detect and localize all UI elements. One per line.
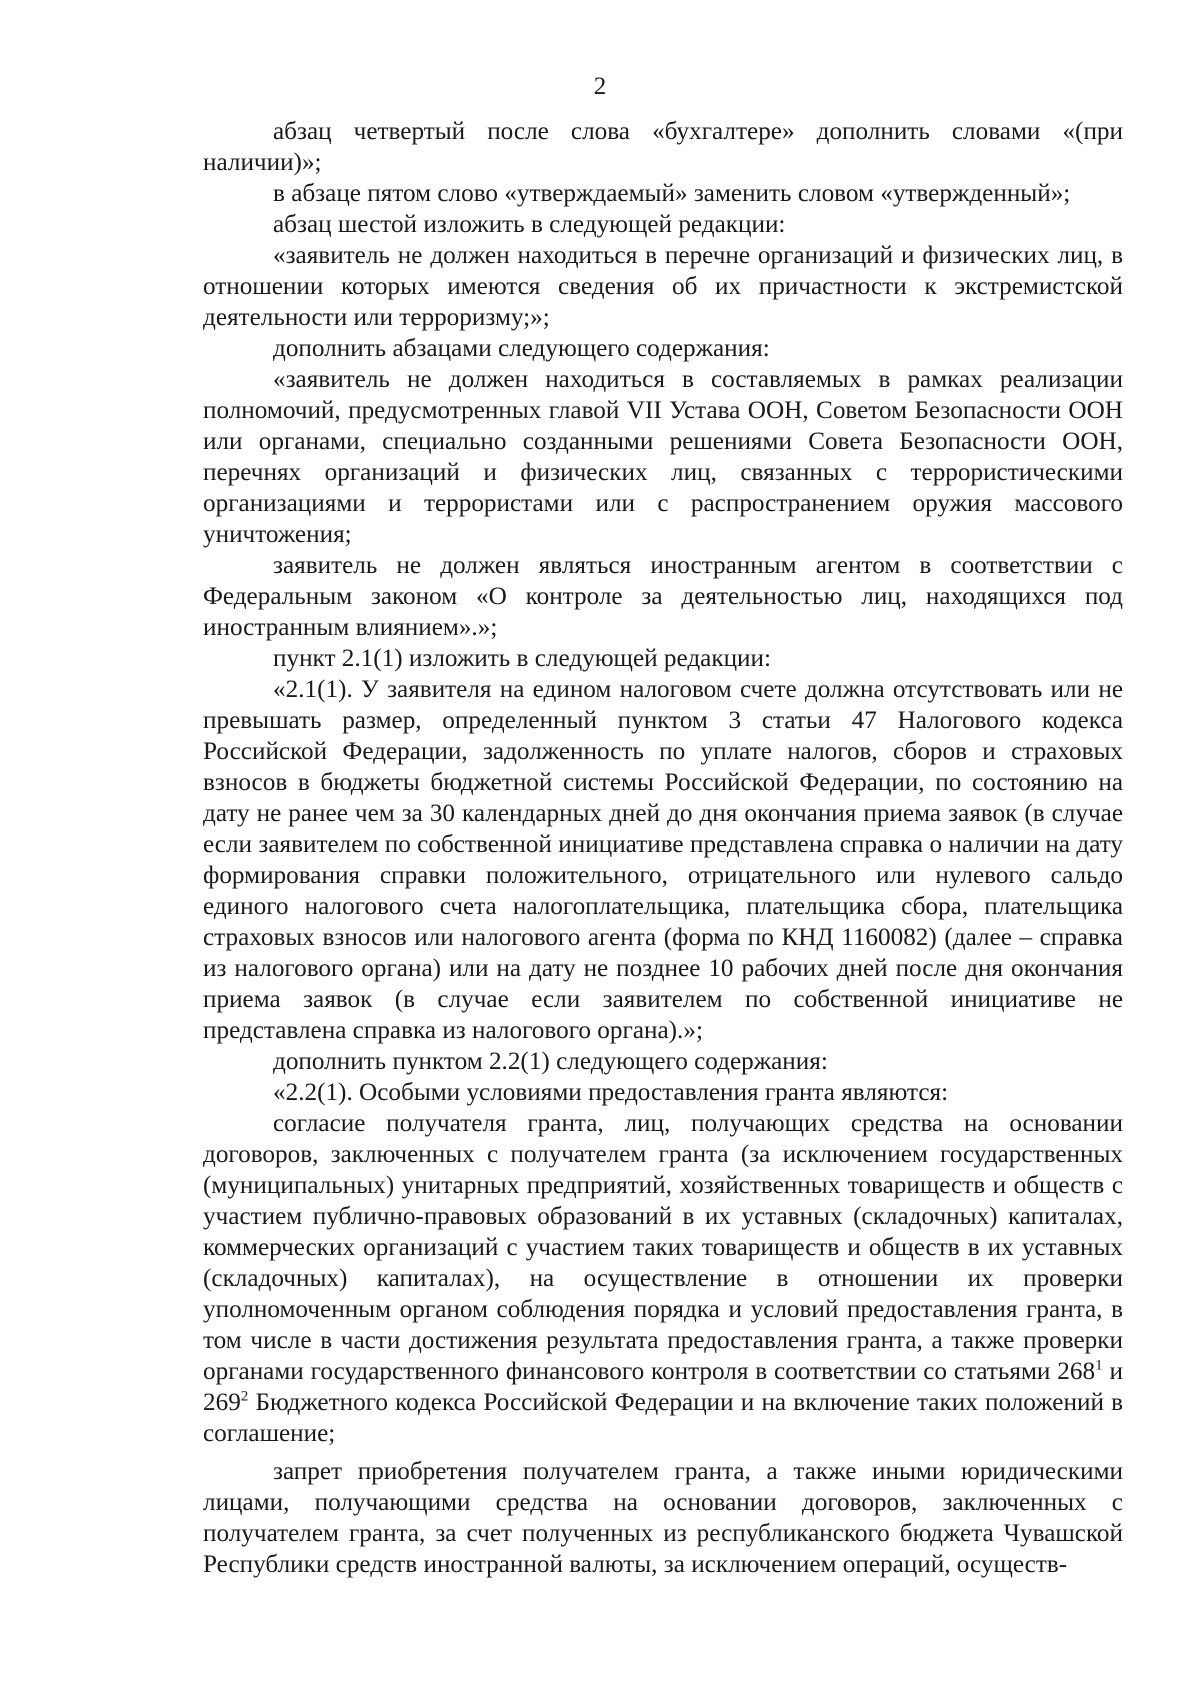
- paragraph-foreign-agent: заявитель не должен являться иностранным агентом в соответствии с Федеральным законом «О контроле за деятельностью лиц, находящихся под иностранным влиянием».»;: [203, 552, 1123, 641]
- article-superscript-1: 1: [1095, 1357, 1103, 1374]
- paragraph-clause-2-1-text: «2.1(1). У заявителя на едином налоговом счете должна отсутствовать или не превышать размер, определенный пунктом 3 статьи 47 Налогового кодекса Российской Федерации, задолженность по уплате налогов, сборов и страховых взносов в бюджеты бюджетной системы Российской Федерации, по состоянию на дату не ранее чем за 30 календарных дней до дня окончания приема заявок (в случае если заявителем по собственной инициативе представлена справка о наличии на дату формирования справки положительного, отрицательного или нулевого сальдо единого налогового счета налогоплательщика, плательщика сбора, плательщика страховых взносов или налогового агента (форма по КНД 1160082) (далее – справка из налогового органа) или на дату не позднее 10 рабочих дней после дня окончания приема заявок (в случае если заявителем по собственной инициативе не представлена справка из налогового органа).»;: [203, 676, 1123, 1044]
- conjunction-text: и: [1102, 1358, 1123, 1385]
- paragraph-add-intro: дополнить абзацами следующего содержания:: [273, 335, 770, 362]
- paragraph-clause-2-2-intro: дополнить пунктом 2.2(1) следующего содержания:: [273, 1048, 828, 1075]
- paragraph-bookkeeper: абзац четвертый после слова «бухгалтере» дополнить словами «(при наличии)»;: [203, 118, 1123, 176]
- article-superscript-2: 2: [240, 1388, 249, 1405]
- article-number-269: 269: [203, 1389, 241, 1416]
- paragraph-sixth-intro: абзац шестой изложить в следующей редакции:: [273, 211, 786, 238]
- page-number: 2: [593, 73, 607, 100]
- paragraph-approved-word: в абзаце пятом слово «утверждаемый» заменить словом «утвержденный»;: [273, 180, 1071, 207]
- article-number-268: 268: [1057, 1358, 1096, 1385]
- consent-text-start: согласие получателя гранта, лиц, получающих средства на основании договоров, заключенных с получателем гранта (за исключением государственных (муниципальных) унитарных предприятий, хозяйственных товариществ и обществ с участием публично-правовых образований в их уставных (складочных) капиталах, коммерческих организаций с участием таких товариществ и обществ в их уставных (складочных) капиталах), на осуществление в отношении их проверки уполномоченным органом соблюдения порядка и условий предоставления гранта, в том числе в части достижения результата предоставления гранта, а также проверки органами государственного финансового контроля в соответствии со статьями: [203, 1110, 1123, 1385]
- paragraph-un-lists: «заявитель не должен находиться в составляемых в рамках реализации полномочий, предусмотренных главой VII Устава ООН, Советом Безопасности ООН или органами, специально созданными решениями Совета Безопасности ООН, перечнях организаций и физических лиц, связанных с террористическими организациями и террористами или с распространением оружия массового уничтожения;: [203, 366, 1123, 548]
- paragraph-consent: [203, 1108, 1123, 1449]
- paragraph-extremism-list: «заявитель не должен находиться в перечне организаций и физических лиц, в отношении которых имеются сведения об их причастности к экстремистской деятельности или терроризму;»;: [203, 242, 1123, 331]
- document-body: [203, 116, 1123, 1580]
- consent-text-end: Бюджетного кодекса Российской Федерации и на включение таких положений в соглашение;: [203, 1389, 1123, 1447]
- paragraph-clause-2-2-heading: «2.2(1). Особыми условиями предоставления гранта являются:: [273, 1079, 949, 1106]
- paragraph-currency-ban: запрет приобретения получателем гранта, а также иными юридическими лицами, получающими средства на основании договоров, заключенных с получателем гранта, за счет полученных из республиканского бюджета Чувашской Республики средств иностранной валюты, за исключением операций, осуществ-: [203, 1458, 1123, 1578]
- paragraph-clause-2-1-intro: пункт 2.1(1) изложить в следующей редакции:: [273, 645, 772, 672]
